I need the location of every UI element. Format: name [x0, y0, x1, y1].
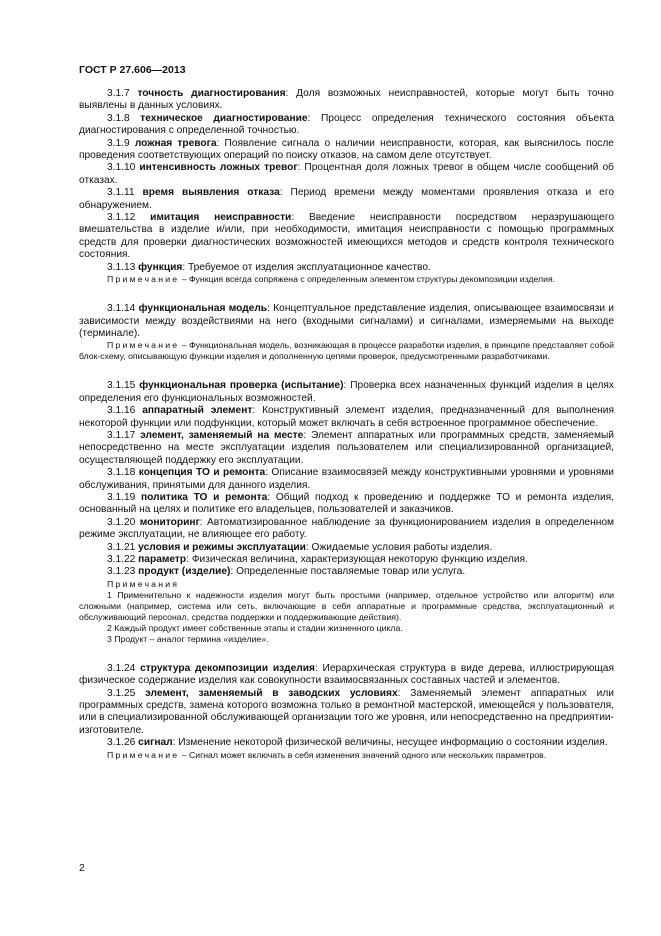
- definition-text: : Период времени между моментами проявления отказа и его обнаружением.: [79, 187, 614, 211]
- entry-number: 3.1.24: [107, 662, 141, 674]
- definition-entry: [79, 542, 614, 554]
- entry-number: 3.1.16: [107, 405, 143, 417]
- term: параметр: [138, 554, 187, 565]
- note-text: – Функция всегда сопряжена с определенным элементом структуры декомпозиции изделия.: [179, 274, 556, 285]
- note-label: Примечание: [107, 749, 180, 760]
- entry-number: 3.1.19: [107, 491, 142, 503]
- definition-text: : Общий подход к проведению и поддержке ТО и ремонта изделия, основанный на целях и политике его владельцев, пользователей и заказчиков.: [79, 491, 614, 516]
- note-label: Примечание: [107, 340, 180, 351]
- definition-text: : Иерархическая структура в виде дерева, иллюстрирующая физическое содержание изделия как совокупности взаимосвязанных составных частей и элементов.: [79, 662, 614, 687]
- definition-text: : Введение неисправности посредством неразрушающего вмешательства в изделие и/или, при необходимости, имитация неисправности с помощью программных средств для проверки диагностических возможностей имеющихся методов и средств контроля технического состояния.: [79, 212, 614, 261]
- definition-text: : Доля возможных неисправностей, которые могут быть точно выявлены в данных условиях.: [79, 88, 614, 112]
- definition-text: : Автоматизированное наблюдение за функционированием изделия в определенном режиме эксплуатации, не влияющее его работу.: [79, 516, 614, 541]
- entry-number: 3.1.23: [107, 566, 139, 578]
- note-item: 1 Применительно к надежности изделия могут быть простыми (например, отдельное устройство или алгоритм) или сложными (например, система или сеть, включающие в себя аппаратные и программные средства, эксплуатационный и обслуживающий персонал, средства поддержки и поддерживающие действия).: [79, 589, 614, 622]
- entry-number: 3.1.7: [107, 88, 138, 99]
- term: функциональная модель: [138, 303, 268, 315]
- definition-text: : Концептуальное представление изделия, описывающее взаимосвязи и зависимости между воздействиями на него (входными сигналами) и сигналами, измеряемыми на выходе (терминале).: [79, 303, 615, 339]
- definition-entry: [79, 303, 614, 340]
- note: [79, 750, 614, 761]
- note-label: Примечание: [107, 274, 180, 285]
- section-gap: [79, 285, 614, 303]
- notes-heading-label: Примечания: [107, 578, 180, 589]
- definition-text: : Описание взаимосвязей между конструктивными уровнями и уровнями обслуживания, принятыми для данного изделия.: [79, 467, 614, 491]
- term: точность диагностирования: [137, 88, 286, 99]
- term: имитация неисправности: [150, 212, 292, 224]
- entry-number: 3.1.10: [107, 162, 140, 174]
- definition-entry: [79, 212, 614, 262]
- term: политика ТО и ремонта: [141, 491, 268, 503]
- definition-text: : Заменяемый элемент аппаратных или программных средств, замена которого возможна только в ремонтной мастерской, имеющейся у пользователя, или в специализированной обслуживающей организации того же уровня, или непосредственно на предприятии-изготовителе.: [79, 687, 614, 736]
- term: аппаратный элемент: [142, 405, 253, 417]
- note-item: 3 Продукт – аналог термина «изделие».: [107, 633, 269, 644]
- entry-number: 3.1.15: [107, 380, 140, 392]
- term: ложная тревога: [134, 137, 217, 149]
- term: структура декомпозиции изделия: [140, 662, 315, 674]
- definition-entry: [79, 187, 614, 212]
- definition-text: : Проверка всех назначенных функций изделия в целях определения его функциональных возможностей.: [79, 380, 615, 404]
- definition-text: : Требуемое от изделия эксплуатационное качество.: [182, 261, 431, 273]
- entry-number: 3.1.9: [107, 137, 135, 149]
- entry-number: 3.1.20: [107, 516, 140, 528]
- section-gap: [79, 645, 614, 663]
- note: [79, 274, 614, 285]
- notes-heading: [79, 579, 614, 590]
- section-gap: [79, 362, 614, 380]
- term: сигнал: [138, 737, 173, 749]
- definition-entry: [79, 663, 614, 688]
- definition-text: : Ожидаемые условия работы изделия.: [305, 541, 493, 553]
- definition-text: : Определенные поставляемые товар или услуга.: [230, 566, 466, 578]
- term: функциональная проверка (испытание): [139, 380, 344, 392]
- definition-entry: [79, 380, 614, 405]
- definition-entry: [79, 492, 614, 517]
- definition-entry: [79, 88, 614, 113]
- definition-text: : Элемент аппаратных или программных средств, заменяемый непосредственно на месте эксплуатации изделия пользователем или специализированной организацией, осуществляющей поддержку его эксплуатации.: [79, 429, 614, 466]
- entry-number: 3.1.8: [107, 112, 141, 124]
- entry-number: 3.1.25: [107, 687, 146, 699]
- definition-entry: [79, 405, 614, 430]
- entry-number: 3.1.22: [107, 554, 139, 565]
- definition-text: : Физическая величина, характеризующая некоторую функцию изделия.: [186, 554, 528, 565]
- term: время выявления отказа: [142, 187, 280, 199]
- term: техническое диагностирование: [140, 112, 308, 124]
- definition-text: : Изменение некоторой физической величины, несущее информацию о состоянии изделия.: [172, 737, 608, 749]
- definition-text: : Процентная доля ложных тревог в общем числе сообщений об отказах.: [79, 162, 614, 186]
- note-text: – Функциональная модель, возникающая в процессе разработки изделия, в принципе представляет собой блок-схему, описывающую функции изделия и дополненную цепями проверок, предусмотренными разработчиками.: [79, 340, 614, 362]
- definition-entry: [79, 262, 614, 274]
- note-item: 2 Каждый продукт имеет собственные этапы и стадии жизненного цикла.: [107, 622, 403, 633]
- term: концепция ТО и ремонта: [138, 467, 266, 479]
- note: [79, 340, 614, 362]
- definition-entry: [79, 737, 614, 749]
- definition-entry: [79, 162, 614, 187]
- document-header: ГОСТ Р 27.606—2013: [79, 64, 186, 76]
- entry-number: 3.1.26: [107, 737, 139, 749]
- entry-number: 3.1.12: [107, 212, 151, 224]
- definition-entry: [79, 138, 614, 163]
- definition-entry: [79, 688, 614, 738]
- page-number: 2: [79, 862, 85, 874]
- note-text: – Сигнал может включать в себя изменения значений одного или нескольких параметров.: [179, 749, 547, 760]
- term: элемент, заменяемый в заводских условиях: [145, 687, 398, 699]
- definition-entry: [79, 517, 614, 542]
- entry-number: 3.1.14: [107, 303, 139, 315]
- entry-number: 3.1.13: [107, 261, 139, 273]
- definition-text: : Процесс определения технического состояния объекта диагностирования с определенной точностью.: [79, 112, 614, 137]
- definition-entry: [79, 430, 614, 467]
- term: элемент, заменяемый на месте: [140, 429, 304, 441]
- definition-text: : Конструктивный элемент изделия, предназначенный для выполнения некоторой функции или подфункции, который может включать в себя встроенное программное обеспечение.: [79, 405, 614, 429]
- definition-entry: [79, 554, 614, 566]
- definition-entry: [79, 467, 614, 492]
- term: мониторинг: [139, 516, 200, 528]
- term: продукт (изделие): [138, 566, 231, 578]
- entry-number: 3.1.18: [107, 467, 139, 479]
- term: функция: [138, 261, 183, 273]
- entry-number: 3.1.21: [107, 541, 139, 553]
- entry-number: 3.1.17: [107, 429, 141, 441]
- document-body: [79, 88, 614, 761]
- term: интенсивность ложных тревог: [139, 162, 298, 174]
- term: условия и режимы эксплуатации: [138, 541, 306, 553]
- definition-text: : Появление сигнала о наличии неисправности, которая, как выяснилось после проведения соответствующих операций по поиску отказов, на самом деле отсутствует.: [79, 137, 614, 162]
- definition-entry: [79, 566, 614, 578]
- entry-number: 3.1.11: [107, 187, 143, 199]
- definition-entry: [79, 113, 614, 138]
